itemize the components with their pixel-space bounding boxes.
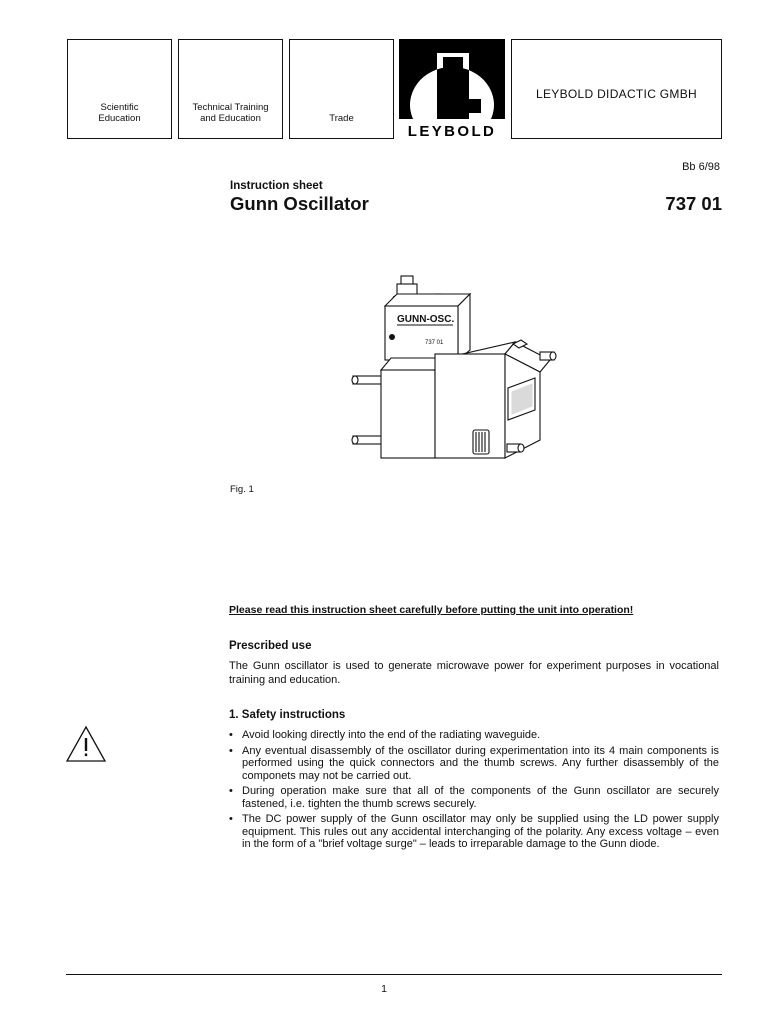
logo-wordmark: LEYBOLD [407,123,497,139]
warning-triangle-icon [65,725,107,763]
header-box-line: Scientific [100,102,139,113]
header-company-box [511,39,722,139]
document-date: Bb 6/98 [682,161,720,173]
prescribed-use-paragraph: The Gunn oscillator is used to generate microwave power for experiment purposes in vocational training and education. [229,660,719,686]
company-name: LEYBOLD DIDACTIC GMBH [536,87,697,101]
header-box-line: and Education [200,113,261,124]
sheet-type-label: Instruction sheet [230,180,323,192]
gunn-oscillator-illustration [345,270,565,470]
list-item: • Any eventual disassembly of the oscillator during experimentation into its 4 main components is performed using the quick connectors and the thumb screws. Any further disassembly of the componets may not be carried out. [229,745,719,783]
catalog-number: 737 01 [665,193,722,214]
list-item: • Avoid looking directly into the end of the radiating waveguide. [229,729,719,742]
leybold-logo [399,39,505,139]
safety-instructions-list [229,729,719,854]
header-box-line: Technical Training [192,102,269,113]
device-number-label: 737 01 [425,340,444,346]
header-box-trade [289,39,394,139]
header-box-scientific-education [67,39,172,139]
page-number: 1 [381,983,387,995]
list-item: • The DC power supply of the Gunn oscillator may only be supplied using the LD power supply equipment. This rules out any accidental interchanging of the polarity. Any excess voltage – even in the form of a "brief voltage surge" – leads to irreparable damage to the Gunn diode. [229,813,719,851]
figure-caption: Fig. 1 [230,484,254,495]
footer-divider [66,974,722,975]
list-item: • During operation make sure that all of the components of the Gunn oscillator are securely fastened, i.e. tighten the thumb screws securely. [229,785,719,810]
read-instructions-note: Please read this instruction sheet carefully before putting the unit into operation! [229,604,634,616]
header-box-line: Trade [329,113,354,124]
document-title: Gunn Oscillator [230,193,369,214]
section-heading-safety-instructions: 1. Safety instructions [229,709,346,721]
header-box-technical-training [178,39,283,139]
header-box-line: Education [98,113,141,124]
section-heading-prescribed-use: Prescribed use [229,640,312,652]
device-label: GUNN-OSC. [397,314,455,325]
